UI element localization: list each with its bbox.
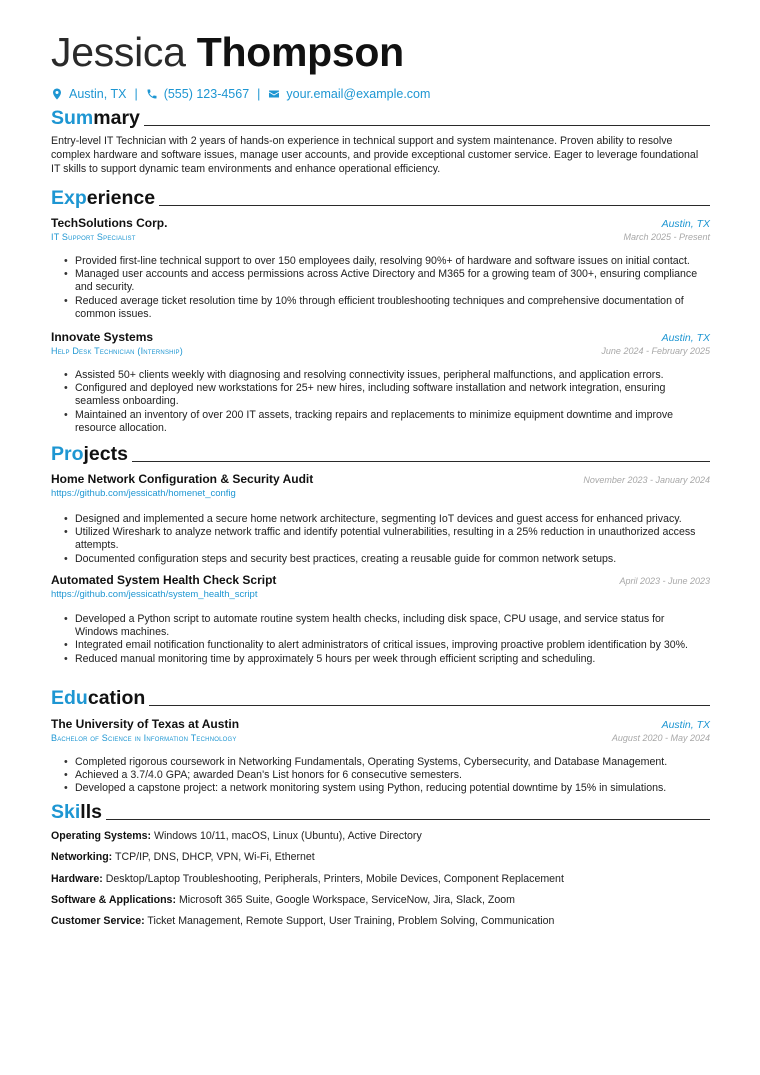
list-item: • Maintained an inventory of over 200 IT assets, tracking repairs and replacements to minimize equipment downtime and improve resource allocation. [51, 409, 710, 435]
project-link[interactable]: https://github.com/jessicath/homenet_config [51, 488, 236, 499]
project-title: Automated System Health Check Script [51, 573, 277, 587]
skill-label: Software & Applications: [51, 894, 176, 906]
summary-section [51, 108, 710, 177]
list-item: • Reduced manual monitoring time by approximately 5 hours per week through efficient scripting and scheduling. [51, 653, 710, 666]
section-heading-skills: Ski lls [51, 802, 710, 824]
section-rule [159, 205, 710, 206]
phone-text[interactable]: (555) 123-4567 [163, 87, 250, 101]
skill-row [51, 873, 710, 886]
map-pin-icon [51, 88, 63, 100]
skill-value: TCP/IP, DNS, DHCP, VPN, Wi-Fi, Ethernet [114, 851, 315, 863]
section-heading-experience: Exp erience [51, 188, 710, 210]
full-name [51, 28, 710, 76]
skills-section [51, 802, 710, 824]
skill-label: Networking: [51, 851, 113, 863]
section-rule [144, 125, 710, 126]
company-name: TechSolutions Corp. [51, 216, 168, 230]
bullet-list [51, 255, 710, 321]
entry-dates: April 2023 - June 2023 [619, 576, 710, 586]
project-entry [51, 472, 710, 499]
entry-dates: March 2025 - Present [623, 232, 710, 242]
contact-separator: | [257, 87, 261, 101]
contact-phone[interactable] [146, 87, 249, 101]
experience-section [51, 188, 710, 210]
list-item: • Achieved a 3.7/4.0 GPA; awarded Dean's List honors for 6 consecutive semesters. [51, 769, 710, 782]
section-rule [132, 461, 710, 462]
contact-location [51, 87, 126, 101]
skill-row [51, 894, 710, 907]
resume-page [51, 28, 710, 927]
entry-dates: November 2023 - January 2024 [583, 475, 710, 485]
bullet-list [51, 369, 710, 435]
contact-bar [51, 85, 710, 103]
entry-dates: August 2020 - May 2024 [611, 733, 710, 743]
location-text: Austin, TX [69, 87, 127, 101]
skill-value: Ticket Management, Remote Support, User Training, Problem Solving, Communication [147, 915, 555, 927]
list-item: • Integrated email notification functionality to alert administrators of critical issues, improving proactive problem identification by 30%. [51, 639, 710, 652]
experience-entry [51, 330, 710, 356]
section-rule [106, 819, 710, 820]
projects-section [51, 444, 710, 466]
company-name: Innovate Systems [51, 330, 154, 344]
project-entry [51, 573, 710, 600]
first-name: Jessica [51, 29, 186, 75]
education-section [51, 688, 710, 710]
skill-row [51, 915, 710, 928]
list-item: • Developed a Python script to automate routine system health checks, including disk space, CPU usage, and service status for Windows machines. [51, 613, 710, 639]
entry-location: Austin, TX [661, 218, 710, 230]
bullet-list [51, 613, 710, 666]
entry-dates: June 2024 - February 2025 [601, 346, 710, 356]
list-item: • Designed and implemented a secure home network architecture, segmenting IoT devices and guest access for enhanced privacy. [51, 513, 710, 526]
skill-value: Microsoft 365 Suite, Google Workspace, ServiceNow, Jira, Slack, Zoom [178, 894, 515, 906]
list-item: • Managed user accounts and access permissions across Active Directory and M365 for a growing team of 300+, ensuring compliance and security. [51, 268, 710, 294]
skill-label: Operating Systems: [51, 830, 152, 842]
skill-label: Customer Service: [51, 915, 145, 927]
entry-location: Austin, TX [661, 332, 710, 344]
degree-title: Bachelor of Science in Information Technology [51, 733, 237, 743]
list-item: • Documented configuration steps and security best practices, creating a reusable guide for common network setups. [51, 553, 710, 566]
section-heading-projects: Pro jects [51, 444, 710, 466]
section-heading-education: Edu cation [51, 688, 710, 710]
list-item: • Completed rigorous coursework in Networking Fundamentals, Operating Systems, Cybersecurity, and Database Management. [51, 756, 710, 769]
envelope-icon [268, 88, 280, 100]
skill-value: Windows 10/11, macOS, Linux (Ubuntu), Active Directory [154, 830, 422, 842]
entry-location: Austin, TX [661, 719, 710, 731]
school-name: The University of Texas at Austin [51, 717, 240, 731]
job-title: IT Support Specialist [51, 232, 136, 242]
education-entry [51, 717, 710, 743]
project-link[interactable]: https://github.com/jessicath/system_health_script [51, 589, 258, 600]
experience-entry [51, 216, 710, 242]
list-item: • Assisted 50+ clients weekly with diagnosing and resolving connectivity issues, peripheral malfunctions, and application errors. [51, 369, 710, 382]
skill-value: Desktop/Laptop Troubleshooting, Peripherals, Printers, Mobile Devices, Component Replacement [105, 873, 564, 885]
list-item: • Reduced average ticket resolution time by 10% through efficient troubleshooting techniques and comprehensive documentation of common issues. [51, 295, 710, 321]
section-rule [149, 705, 710, 706]
job-title: Help Desk Technician (Internship) [51, 346, 183, 356]
list-item: • Configured and deployed new workstations for 25+ new hires, including software installation and network integration, ensuring seamless onboarding. [51, 382, 710, 408]
phone-icon [146, 88, 158, 100]
list-item: • Utilized Wireshark to analyze network traffic and identify potential vulnerabilities, resulting in a 25% reduction in unauthorized access attempts. [51, 526, 710, 552]
contact-email[interactable] [268, 87, 430, 101]
last-name: Thompson [196, 29, 404, 75]
skill-label: Hardware: [51, 873, 103, 885]
list-item: • Provided first-line technical support to over 150 employees daily, resolving 90%+ of hardware and software issues on initial contact. [51, 255, 710, 268]
email-link[interactable]: your.email@example.com [286, 87, 431, 101]
summary-text: Entry-level IT Technician with 2 years of hands-on experience in technical support and system maintenance. Proven ability to resolve complex hardware and software issues, manage user accounts, and provide exceptional customer service. Eager to leverage foundational IT skills to support dynamic team environments and enhance operational efficiency. [51, 135, 699, 176]
skill-row [51, 851, 710, 864]
bullet-list [51, 756, 710, 796]
section-heading-summary: Sum mary [51, 108, 710, 130]
contact-separator: | [134, 87, 138, 101]
list-item: • Developed a capstone project: a network monitoring system using Python, reducing potential downtime by 15% in simulations. [51, 782, 710, 795]
project-title: Home Network Configuration & Security Audit [51, 472, 314, 486]
bullet-list [51, 513, 710, 566]
skill-row [51, 830, 710, 843]
